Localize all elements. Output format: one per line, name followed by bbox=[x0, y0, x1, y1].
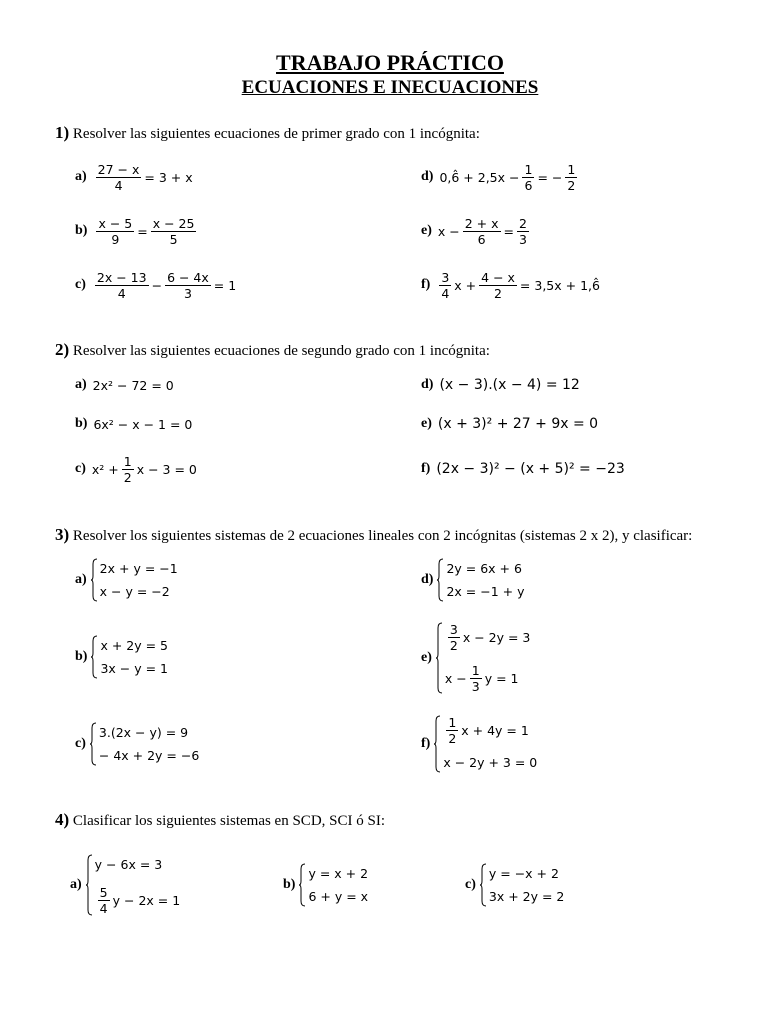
section-text: Resolver las siguientes ecuaciones de segundo grado con 1 incógnita: bbox=[72, 343, 490, 359]
brace-icon bbox=[480, 863, 487, 907]
brace-icon bbox=[434, 715, 441, 773]
section-4-heading bbox=[55, 810, 385, 830]
section-2-heading bbox=[55, 340, 490, 360]
brace-icon bbox=[437, 558, 444, 602]
section-text: Clasificar los siguientes sistemas en SCD, SCI ó SI: bbox=[72, 813, 385, 829]
page-title: TRABAJO PRÁCTICO bbox=[276, 50, 504, 75]
page-subtitle: ECUACIONES E INECUACIONES bbox=[241, 77, 539, 98]
brace-icon bbox=[91, 558, 98, 602]
brace-icon bbox=[436, 622, 443, 694]
brace-icon bbox=[91, 635, 98, 679]
brace-icon bbox=[299, 863, 306, 907]
section-1-heading bbox=[55, 123, 480, 143]
brace-icon bbox=[90, 722, 97, 766]
brace-icon bbox=[86, 854, 93, 916]
section-number: 3) bbox=[55, 525, 70, 544]
section-number: 4) bbox=[55, 810, 70, 829]
section-text: Resolver los siguientes sistemas de 2 ecuaciones lineales con 2 incógnitas (sistemas 2 x 2), y clasificar: bbox=[72, 528, 693, 544]
section-3-heading bbox=[55, 525, 692, 545]
section-text: Resolver las siguientes ecuaciones de primer grado con 1 incógnita: bbox=[72, 126, 480, 142]
section-number: 2) bbox=[55, 340, 70, 359]
section-number: 1) bbox=[55, 123, 70, 142]
